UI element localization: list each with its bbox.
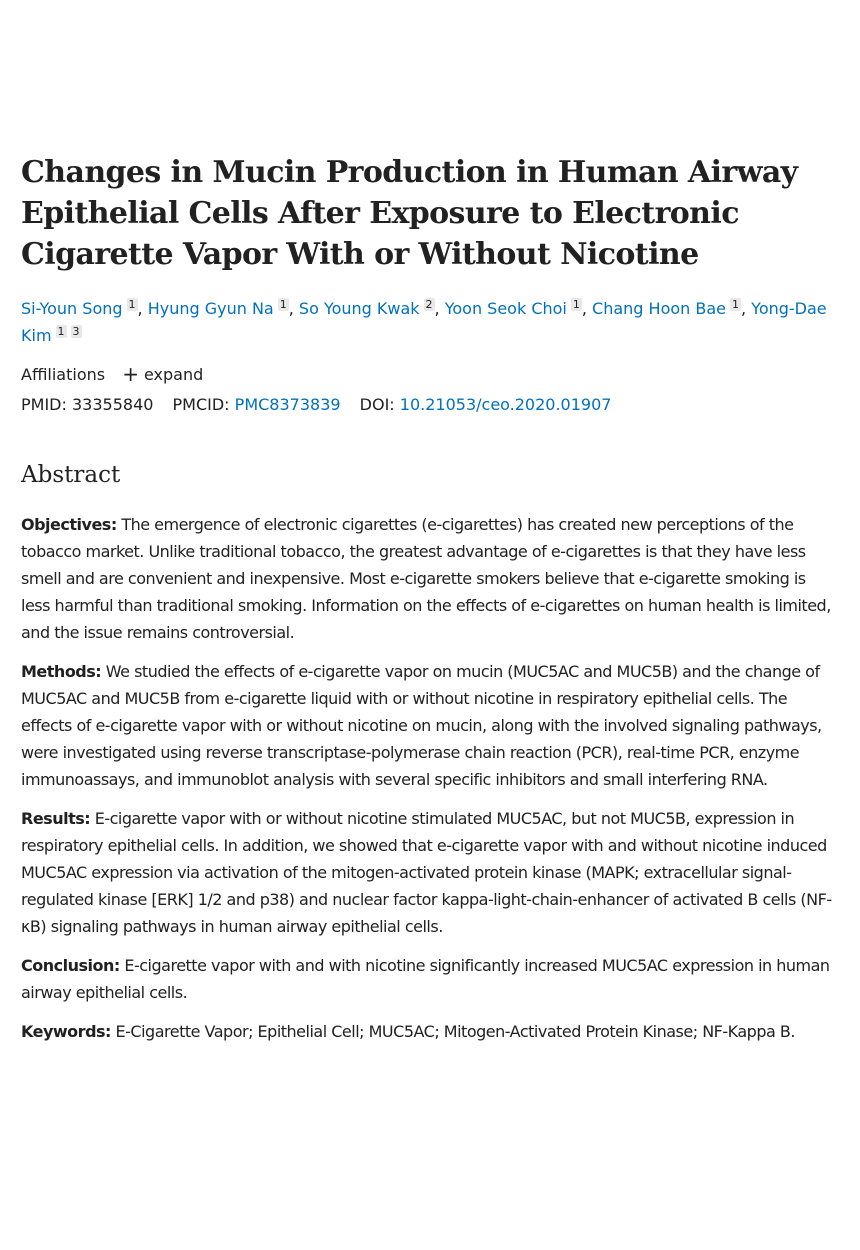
article-content	[21, 152, 839, 1045]
author-link[interactable]: Si-Youn Song	[21, 299, 123, 318]
author-separator: ,	[137, 299, 148, 318]
expand-label: expand	[143, 365, 204, 384]
author-separator: ,	[288, 299, 299, 318]
author-separator: ,	[581, 299, 593, 318]
pmcid-label: PMCID:	[172, 395, 230, 414]
keywords-text: E-Cigarette Vapor; Epithelial Cell; MUC5AC; Mitogen-Activated Protein Kinase; NF-Kappa B.	[115, 1022, 795, 1041]
pmid-label: PMID:	[21, 395, 67, 414]
methods-label: Methods:	[21, 662, 102, 681]
author-link[interactable]: So Young Kwak	[298, 299, 420, 318]
abstract-heading: Abstract	[21, 462, 121, 488]
affiliation-number[interactable]: 1	[57, 325, 65, 338]
keywords-label: Keywords:	[21, 1022, 111, 1041]
affiliations-label: Affiliations	[21, 365, 106, 384]
author-link[interactable]: Yong-Dae Kim	[21, 299, 827, 345]
affiliation-number[interactable]: 1	[572, 298, 580, 311]
author-link[interactable]: Chang Hoon Bae	[592, 299, 726, 318]
results-label: Results:	[21, 809, 91, 828]
affiliation-number[interactable]: 1	[279, 298, 287, 311]
affiliation-number[interactable]: 3	[72, 325, 80, 338]
author-link[interactable]: Hyung Gyun Na	[147, 299, 274, 318]
author-separator: ,	[741, 299, 752, 318]
objectives-text: The emergence of electronic cigarettes (e-cigarettes) has created new perceptions of the tobacco market. Unlike traditional tobacco, the greatest advantage of e-cigarettes is that they have less smell and are convenient and inexpensive. Most e-cigarette smokers believe that e-cigarette smoking is less harmful than traditional smoking. Information on the effects of e-cigarettes on human health is limited, and the issue remains controversial.	[21, 515, 831, 642]
results-text: E-cigarette vapor with or without nicotine stimulated MUC5AC, but not MUC5B, expression in respiratory epithelial cells. In addition, we showed that e-cigarette vapor with and without nicotine induced MUC5AC expression via activation of the mitogen-activated protein kinase (MAPK; extracellular signal-regulated kinase [ERK] 1/2 and p38) and nuclear factor kappa-light-chain-enhancer of activated B cells (NF-κB) signaling pathways in human airway epithelial cells.	[21, 809, 832, 936]
objectives-label: Objectives:	[21, 515, 117, 534]
author-item	[299, 299, 445, 318]
author-link[interactable]: Yoon Seok Choi	[444, 299, 567, 318]
affiliations-row	[21, 362, 839, 386]
author-item	[445, 299, 592, 318]
doi-label: DOI:	[359, 395, 395, 414]
abstract-methods	[21, 658, 839, 793]
affiliations-expand-button[interactable]	[122, 362, 204, 386]
abstract-keywords	[21, 1018, 839, 1045]
abstract-objectives	[21, 511, 839, 646]
affiliation-number[interactable]: 1	[732, 298, 739, 311]
article-title: Changes in Mucin Production in Human Airway Epithelial Cells After Exposure to Electronic Cigarette Vapor With or Without Nicotine	[21, 155, 798, 272]
conclusion-text: E-cigarette vapor with and with nicotine significantly increased MUC5AC expression in human airway epithelial cells.	[21, 956, 830, 1002]
affiliation-number[interactable]: 2	[425, 298, 433, 311]
author-item	[148, 299, 299, 318]
methods-text: We studied the effects of e-cigarette vapor on mucin (MUC5AC and MUC5B) and the change of MUC5AC and MUC5B from e-cigarette liquid with or without nicotine in respiratory epithelial cells. The effects of e-cigarette vapor with or without nicotine on mucin, along with the involved signaling pathways, were investigated using reverse transcriptase-polymerase chain reaction (PCR), real-time PCR, enzyme immunoassays, and immunoblot analysis with several specific inhibitors and small interfering RNA.	[21, 662, 822, 789]
abstract-conclusion	[21, 952, 839, 1006]
plus-icon: +	[122, 362, 139, 386]
doi-link[interactable]: 10.21053/ceo.2020.01907	[399, 395, 612, 414]
conclusion-label: Conclusion:	[21, 956, 120, 975]
pmid-value: 33355840	[71, 395, 154, 414]
author-list	[21, 295, 839, 349]
author-separator: ,	[434, 299, 445, 318]
pmcid-link[interactable]: PMC8373839	[234, 395, 341, 414]
identifiers-row	[21, 394, 839, 416]
author-item	[592, 299, 751, 318]
abstract-results	[21, 805, 839, 940]
affiliation-number[interactable]: 1	[128, 298, 136, 311]
author-item	[21, 299, 148, 318]
